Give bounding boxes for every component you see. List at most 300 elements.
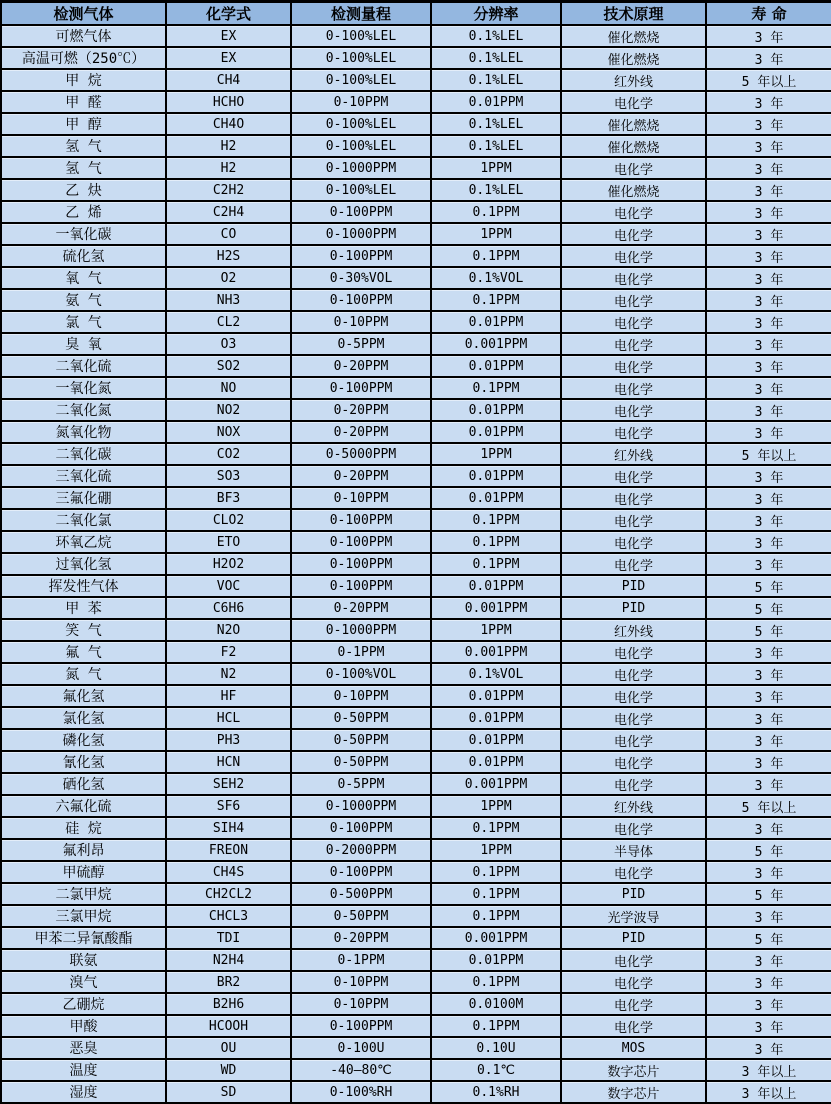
cell-range: 0-100PPM — [291, 1015, 431, 1037]
table-row — [1, 91, 831, 113]
cell-range: 0-1000PPM — [291, 619, 431, 641]
cell-resolution: 0.001PPM — [431, 641, 561, 663]
table-row — [1, 69, 831, 91]
cell-principle: 电化学 — [561, 201, 706, 223]
cell-lifespan: 5 年 — [706, 883, 831, 905]
cell-resolution: 0.01PPM — [431, 729, 561, 751]
cell-formula: SEH2 — [166, 773, 291, 795]
cell-principle: PID — [561, 597, 706, 619]
cell-gas: 氧 气 — [1, 267, 166, 289]
table-row — [1, 1015, 831, 1037]
cell-principle: 电化学 — [561, 729, 706, 751]
cell-principle: 催化燃烧 — [561, 47, 706, 69]
cell-principle: 电化学 — [561, 465, 706, 487]
cell-principle: 电化学 — [561, 1015, 706, 1037]
cell-lifespan: 5 年 — [706, 927, 831, 949]
cell-range: 0-500PPM — [291, 883, 431, 905]
cell-resolution: 0.1PPM — [431, 883, 561, 905]
cell-lifespan: 3 年 — [706, 311, 831, 333]
cell-range: 0-5PPM — [291, 333, 431, 355]
cell-formula: BR2 — [166, 971, 291, 993]
cell-principle: 电化学 — [561, 267, 706, 289]
cell-gas: 可燃气体 — [1, 25, 166, 47]
cell-range: 0-100PPM — [291, 509, 431, 531]
cell-principle: 电化学 — [561, 817, 706, 839]
table-row — [1, 1059, 831, 1081]
cell-formula: CH4S — [166, 861, 291, 883]
cell-range: 0-20PPM — [291, 399, 431, 421]
cell-lifespan: 3 年 — [706, 707, 831, 729]
cell-formula: B2H6 — [166, 993, 291, 1015]
cell-resolution: 0.1PPM — [431, 861, 561, 883]
cell-lifespan: 3 年 — [706, 685, 831, 707]
cell-lifespan: 3 年 — [706, 179, 831, 201]
cell-formula: CL2 — [166, 311, 291, 333]
table-row — [1, 1037, 831, 1059]
cell-resolution: 0.01PPM — [431, 575, 561, 597]
cell-resolution: 1PPM — [431, 839, 561, 861]
cell-range: 0-10PPM — [291, 311, 431, 333]
cell-lifespan: 3 年 — [706, 113, 831, 135]
cell-gas: 乙硼烷 — [1, 993, 166, 1015]
cell-formula: EX — [166, 25, 291, 47]
cell-gas: 溴气 — [1, 971, 166, 993]
table-row — [1, 773, 831, 795]
cell-resolution: 0.1PPM — [431, 971, 561, 993]
cell-resolution: 0.01PPM — [431, 751, 561, 773]
table-row — [1, 993, 831, 1015]
table-row — [1, 751, 831, 773]
cell-resolution: 0.001PPM — [431, 927, 561, 949]
cell-lifespan: 3 年 — [706, 223, 831, 245]
cell-range: 0-2000PPM — [291, 839, 431, 861]
cell-resolution: 0.1℃ — [431, 1059, 561, 1081]
table-row — [1, 267, 831, 289]
table-row — [1, 201, 831, 223]
cell-gas: 氟 气 — [1, 641, 166, 663]
cell-resolution: 0.01PPM — [431, 685, 561, 707]
cell-gas: 甲 烷 — [1, 69, 166, 91]
cell-gas: 三氟化硼 — [1, 487, 166, 509]
cell-formula: EX — [166, 47, 291, 69]
cell-resolution: 0.01PPM — [431, 421, 561, 443]
cell-range: 0-1000PPM — [291, 795, 431, 817]
cell-gas: 恶臭 — [1, 1037, 166, 1059]
cell-lifespan: 3 年 — [706, 861, 831, 883]
cell-gas: 二氯甲烷 — [1, 883, 166, 905]
cell-range: 0-20PPM — [291, 927, 431, 949]
cell-lifespan: 3 年 — [706, 135, 831, 157]
cell-gas: 笑 气 — [1, 619, 166, 641]
cell-gas: 氮 气 — [1, 663, 166, 685]
cell-lifespan: 5 年 — [706, 597, 831, 619]
cell-formula: N2H4 — [166, 949, 291, 971]
cell-principle: MOS — [561, 1037, 706, 1059]
cell-lifespan: 3 年 — [706, 773, 831, 795]
table-row — [1, 355, 831, 377]
cell-range: 0-100PPM — [291, 817, 431, 839]
cell-gas: 甲 醛 — [1, 91, 166, 113]
cell-formula: NO — [166, 377, 291, 399]
cell-formula: NO2 — [166, 399, 291, 421]
cell-gas: 氮氧化物 — [1, 421, 166, 443]
cell-range: 0-100PPM — [291, 377, 431, 399]
cell-range: 0-100PPM — [291, 201, 431, 223]
cell-gas: 甲 醇 — [1, 113, 166, 135]
cell-formula: WD — [166, 1059, 291, 1081]
table-row — [1, 883, 831, 905]
table-row — [1, 905, 831, 927]
table-row — [1, 289, 831, 311]
cell-principle: 催化燃烧 — [561, 113, 706, 135]
cell-range: 0-50PPM — [291, 905, 431, 927]
cell-formula: C6H6 — [166, 597, 291, 619]
cell-principle: 电化学 — [561, 421, 706, 443]
cell-resolution: 0.1PPM — [431, 245, 561, 267]
cell-principle: 电化学 — [561, 751, 706, 773]
cell-range: 0-100PPM — [291, 575, 431, 597]
cell-principle: 电化学 — [561, 531, 706, 553]
cell-formula: H2 — [166, 135, 291, 157]
column-header-range: 检测量程 — [291, 2, 431, 26]
cell-formula: NOX — [166, 421, 291, 443]
cell-range: 0-100%LEL — [291, 179, 431, 201]
column-header-gas: 检测气体 — [1, 2, 166, 26]
cell-lifespan: 3 年 — [706, 25, 831, 47]
cell-formula: HF — [166, 685, 291, 707]
cell-resolution: 0.01PPM — [431, 949, 561, 971]
cell-range: 0-10PPM — [291, 971, 431, 993]
cell-gas: 氢 气 — [1, 135, 166, 157]
cell-range: 0-100%LEL — [291, 25, 431, 47]
table-row — [1, 465, 831, 487]
cell-principle: PID — [561, 883, 706, 905]
column-header-lifespan: 寿 命 — [706, 2, 831, 26]
cell-resolution: 0.1%LEL — [431, 179, 561, 201]
table-header — [1, 2, 831, 26]
cell-gas: 挥发性气体 — [1, 575, 166, 597]
cell-formula: C2H2 — [166, 179, 291, 201]
cell-gas: 氟利昂 — [1, 839, 166, 861]
table-row — [1, 597, 831, 619]
cell-principle: 红外线 — [561, 795, 706, 817]
cell-principle: 红外线 — [561, 619, 706, 641]
cell-lifespan: 3 年 — [706, 1037, 831, 1059]
cell-range: 0-100%VOL — [291, 663, 431, 685]
cell-lifespan: 3 年 — [706, 905, 831, 927]
cell-principle: 电化学 — [561, 509, 706, 531]
column-header-resolution: 分辨率 — [431, 2, 561, 26]
cell-formula: SO2 — [166, 355, 291, 377]
cell-gas: 联氨 — [1, 949, 166, 971]
cell-resolution: 0.1%VOL — [431, 267, 561, 289]
cell-gas: 臭 氧 — [1, 333, 166, 355]
cell-resolution: 0.1PPM — [431, 905, 561, 927]
cell-gas: 氯化氢 — [1, 707, 166, 729]
cell-range: 0-20PPM — [291, 355, 431, 377]
cell-gas: 二氧化硫 — [1, 355, 166, 377]
cell-lifespan: 5 年 — [706, 619, 831, 641]
cell-resolution: 1PPM — [431, 619, 561, 641]
cell-lifespan: 3 年 — [706, 157, 831, 179]
cell-gas: 硒化氢 — [1, 773, 166, 795]
cell-principle: 催化燃烧 — [561, 25, 706, 47]
cell-resolution: 0.1PPM — [431, 553, 561, 575]
cell-range: 0-20PPM — [291, 597, 431, 619]
cell-gas: 三氯甲烷 — [1, 905, 166, 927]
cell-formula: SD — [166, 1081, 291, 1103]
cell-range: 0-1000PPM — [291, 157, 431, 179]
cell-gas: 氟化氢 — [1, 685, 166, 707]
cell-gas: 乙 炔 — [1, 179, 166, 201]
cell-principle: 光学波导 — [561, 905, 706, 927]
cell-gas: 环氧乙烷 — [1, 531, 166, 553]
cell-gas: 硫化氢 — [1, 245, 166, 267]
cell-principle: 电化学 — [561, 245, 706, 267]
table-row — [1, 707, 831, 729]
table-row — [1, 223, 831, 245]
cell-gas: 甲 苯 — [1, 597, 166, 619]
cell-lifespan: 5 年以上 — [706, 795, 831, 817]
cell-range: 0-20PPM — [291, 421, 431, 443]
cell-range: 0-50PPM — [291, 707, 431, 729]
cell-resolution: 0.1PPM — [431, 201, 561, 223]
cell-principle: 红外线 — [561, 443, 706, 465]
cell-range: 0-1000PPM — [291, 223, 431, 245]
cell-resolution: 0.1PPM — [431, 817, 561, 839]
table-row — [1, 531, 831, 553]
cell-resolution: 0.1%LEL — [431, 25, 561, 47]
cell-lifespan: 3 年以上 — [706, 1081, 831, 1103]
cell-formula: O3 — [166, 333, 291, 355]
cell-range: 0-100PPM — [291, 861, 431, 883]
cell-resolution: 1PPM — [431, 795, 561, 817]
cell-principle: 电化学 — [561, 377, 706, 399]
cell-resolution: 0.01PPM — [431, 465, 561, 487]
cell-resolution: 0.1PPM — [431, 1015, 561, 1037]
cell-principle: PID — [561, 575, 706, 597]
table-body — [1, 25, 831, 1103]
cell-gas: 高温可燃（250℃） — [1, 47, 166, 69]
cell-resolution: 0.1%LEL — [431, 135, 561, 157]
table-row — [1, 443, 831, 465]
cell-principle: 数字芯片 — [561, 1059, 706, 1081]
cell-principle: 电化学 — [561, 707, 706, 729]
table-row — [1, 927, 831, 949]
cell-lifespan: 3 年以上 — [706, 1059, 831, 1081]
cell-gas: 二氧化氯 — [1, 509, 166, 531]
cell-resolution: 0.001PPM — [431, 333, 561, 355]
cell-resolution: 1PPM — [431, 157, 561, 179]
cell-lifespan: 3 年 — [706, 289, 831, 311]
cell-resolution: 0.1%RH — [431, 1081, 561, 1103]
cell-gas: 甲硫醇 — [1, 861, 166, 883]
table-row — [1, 377, 831, 399]
cell-range: 0-100U — [291, 1037, 431, 1059]
cell-gas: 氨 气 — [1, 289, 166, 311]
cell-range: 0-100PPM — [291, 245, 431, 267]
cell-formula: BF3 — [166, 487, 291, 509]
cell-principle: 数字芯片 — [561, 1081, 706, 1103]
table-row — [1, 685, 831, 707]
cell-principle: PID — [561, 927, 706, 949]
cell-gas: 乙 烯 — [1, 201, 166, 223]
cell-formula: N2O — [166, 619, 291, 641]
cell-resolution: 0.01PPM — [431, 311, 561, 333]
cell-lifespan: 3 年 — [706, 91, 831, 113]
cell-gas: 甲苯二异氰酸酯 — [1, 927, 166, 949]
cell-range: 0-10PPM — [291, 487, 431, 509]
cell-range: 0-50PPM — [291, 751, 431, 773]
cell-lifespan: 5 年 — [706, 839, 831, 861]
cell-lifespan: 3 年 — [706, 47, 831, 69]
cell-gas: 氢 气 — [1, 157, 166, 179]
cell-principle: 电化学 — [561, 157, 706, 179]
cell-principle: 电化学 — [561, 91, 706, 113]
cell-principle: 电化学 — [561, 553, 706, 575]
cell-resolution: 0.001PPM — [431, 773, 561, 795]
cell-principle: 半导体 — [561, 839, 706, 861]
cell-formula: HCHO — [166, 91, 291, 113]
table-row — [1, 553, 831, 575]
cell-lifespan: 3 年 — [706, 817, 831, 839]
cell-range: 0-5000PPM — [291, 443, 431, 465]
cell-lifespan: 3 年 — [706, 421, 831, 443]
column-header-formula: 化学式 — [166, 2, 291, 26]
cell-principle: 电化学 — [561, 949, 706, 971]
cell-formula: SO3 — [166, 465, 291, 487]
cell-gas: 一氧化氮 — [1, 377, 166, 399]
cell-principle: 电化学 — [561, 971, 706, 993]
cell-lifespan: 3 年 — [706, 333, 831, 355]
cell-resolution: 0.1%VOL — [431, 663, 561, 685]
table-row — [1, 311, 831, 333]
cell-formula: VOC — [166, 575, 291, 597]
cell-lifespan: 3 年 — [706, 399, 831, 421]
cell-gas: 甲酸 — [1, 1015, 166, 1037]
cell-range: 0-100%LEL — [291, 69, 431, 91]
cell-gas: 二氧化氮 — [1, 399, 166, 421]
cell-resolution: 0.1%LEL — [431, 113, 561, 135]
cell-lifespan: 3 年 — [706, 993, 831, 1015]
cell-principle: 红外线 — [561, 69, 706, 91]
table-row — [1, 795, 831, 817]
cell-principle: 电化学 — [561, 223, 706, 245]
cell-formula: NH3 — [166, 289, 291, 311]
table-row — [1, 509, 831, 531]
cell-gas: 二氧化碳 — [1, 443, 166, 465]
table-row — [1, 575, 831, 597]
cell-lifespan: 5 年 — [706, 575, 831, 597]
cell-lifespan: 3 年 — [706, 509, 831, 531]
cell-lifespan: 3 年 — [706, 355, 831, 377]
cell-principle: 电化学 — [561, 685, 706, 707]
cell-lifespan: 3 年 — [706, 729, 831, 751]
cell-formula: SF6 — [166, 795, 291, 817]
cell-lifespan: 3 年 — [706, 641, 831, 663]
cell-formula: H2O2 — [166, 553, 291, 575]
table-row — [1, 245, 831, 267]
table-row — [1, 971, 831, 993]
cell-lifespan: 3 年 — [706, 971, 831, 993]
cell-range: 0-100%LEL — [291, 113, 431, 135]
cell-range: 0-100PPM — [291, 553, 431, 575]
cell-gas: 六氟化硫 — [1, 795, 166, 817]
cell-lifespan: 3 年 — [706, 487, 831, 509]
table-row — [1, 487, 831, 509]
cell-formula: ETO — [166, 531, 291, 553]
cell-formula: CH2CL2 — [166, 883, 291, 905]
cell-resolution: 1PPM — [431, 223, 561, 245]
cell-formula: PH3 — [166, 729, 291, 751]
table-row — [1, 179, 831, 201]
cell-range: 0-10PPM — [291, 993, 431, 1015]
cell-lifespan: 3 年 — [706, 201, 831, 223]
cell-lifespan: 5 年以上 — [706, 443, 831, 465]
cell-lifespan: 3 年 — [706, 245, 831, 267]
cell-range: 0-100%LEL — [291, 135, 431, 157]
table-row — [1, 135, 831, 157]
cell-gas: 湿度 — [1, 1081, 166, 1103]
cell-principle: 催化燃烧 — [561, 135, 706, 157]
cell-formula: CO — [166, 223, 291, 245]
cell-formula: TDI — [166, 927, 291, 949]
table-row — [1, 421, 831, 443]
cell-range: 0-100PPM — [291, 531, 431, 553]
cell-lifespan: 3 年 — [706, 377, 831, 399]
cell-lifespan: 3 年 — [706, 1015, 831, 1037]
cell-lifespan: 3 年 — [706, 751, 831, 773]
cell-formula: HCN — [166, 751, 291, 773]
cell-gas: 一氧化碳 — [1, 223, 166, 245]
cell-gas: 磷化氢 — [1, 729, 166, 751]
cell-formula: HCL — [166, 707, 291, 729]
cell-resolution: 0.1%LEL — [431, 69, 561, 91]
cell-lifespan: 5 年以上 — [706, 69, 831, 91]
column-header-principle: 技术原理 — [561, 2, 706, 26]
cell-principle: 电化学 — [561, 289, 706, 311]
header-row — [1, 2, 831, 26]
table-row — [1, 25, 831, 47]
cell-formula: O2 — [166, 267, 291, 289]
cell-resolution: 0.10U — [431, 1037, 561, 1059]
cell-principle: 电化学 — [561, 641, 706, 663]
cell-resolution: 0.001PPM — [431, 597, 561, 619]
table-row — [1, 113, 831, 135]
cell-principle: 电化学 — [561, 355, 706, 377]
cell-formula: F2 — [166, 641, 291, 663]
cell-formula: C2H4 — [166, 201, 291, 223]
cell-formula: SIH4 — [166, 817, 291, 839]
cell-principle: 电化学 — [561, 773, 706, 795]
cell-formula: HCOOH — [166, 1015, 291, 1037]
cell-lifespan: 3 年 — [706, 531, 831, 553]
cell-gas: 三氧化硫 — [1, 465, 166, 487]
cell-range: 0-100%RH — [291, 1081, 431, 1103]
cell-lifespan: 3 年 — [706, 949, 831, 971]
cell-resolution: 0.01PPM — [431, 487, 561, 509]
cell-range: 0-50PPM — [291, 729, 431, 751]
cell-principle: 电化学 — [561, 399, 706, 421]
cell-resolution: 0.01PPM — [431, 399, 561, 421]
cell-resolution: 0.0100M — [431, 993, 561, 1015]
cell-lifespan: 3 年 — [706, 663, 831, 685]
cell-range: 0-10PPM — [291, 91, 431, 113]
cell-gas: 氯 气 — [1, 311, 166, 333]
table-row — [1, 663, 831, 685]
table-row — [1, 399, 831, 421]
cell-gas: 过氧化氢 — [1, 553, 166, 575]
